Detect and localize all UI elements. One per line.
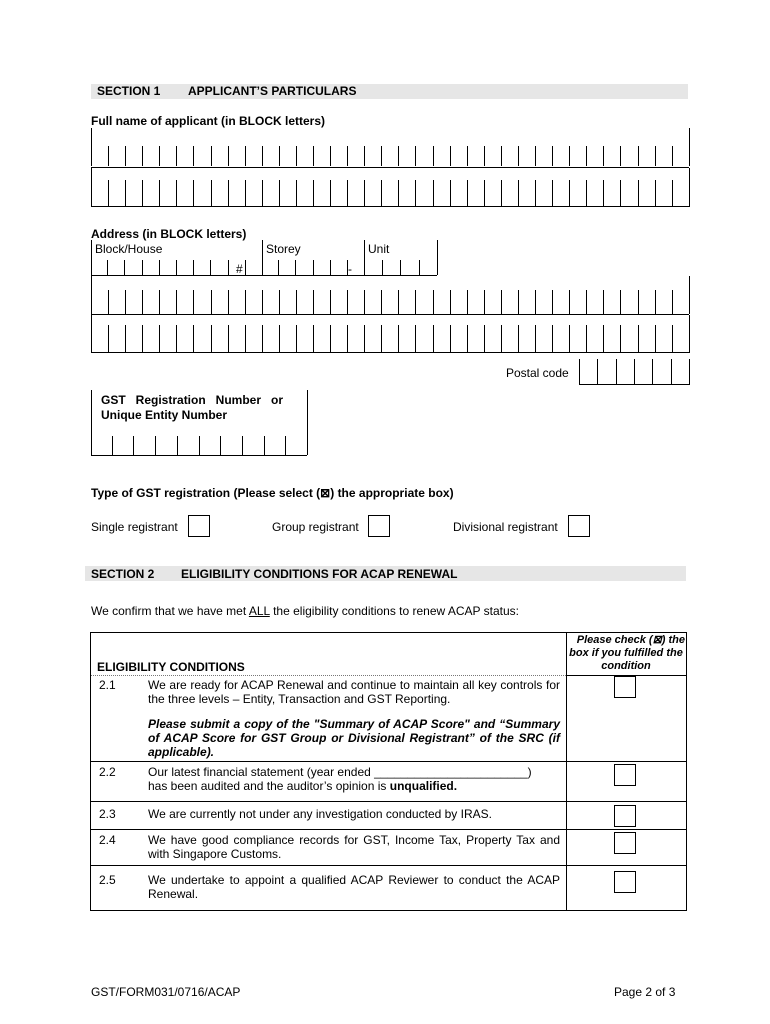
option-divisional-label: Divisional registrant: [453, 520, 558, 534]
confirm-prefix: We confirm that we have met: [91, 604, 249, 618]
full-name-row1-cells: [92, 146, 689, 166]
row-2-5-num: 2.5: [99, 873, 116, 887]
check-header-line1: Please check (⊠) the: [576, 634, 685, 646]
row-2-2-text-line2: [148, 779, 457, 793]
option-group-label: Group registrant: [272, 520, 359, 534]
address-right-border: [437, 240, 438, 275]
row-2-4-top-divider: [91, 829, 686, 830]
table-check-column-border: [566, 632, 567, 910]
single-registrant-checkbox[interactable]: [188, 515, 210, 537]
row-2-2-num: 2.2: [99, 765, 116, 779]
gst-reg-label-line1: GST Registration Number or: [101, 393, 284, 407]
section2-title: ELIGIBILITY CONDITIONS FOR ACAP RENEWAL: [181, 567, 458, 581]
check-header: [567, 634, 685, 673]
full-name-row2[interactable]: [91, 168, 690, 207]
row-2-5-text: We undertake to appoint a qualified ACAP Reviewer to conduct the ACAP Renewal.: [148, 873, 560, 901]
option-single-label: Single registrant: [91, 520, 178, 534]
gst-reg-label-line2: Unique Entity Number: [101, 408, 228, 422]
full-name-row1[interactable]: [91, 128, 690, 166]
section1-number: SECTION 1: [97, 84, 161, 98]
condition-2-5-checkbox[interactable]: [614, 871, 636, 893]
row-2-2-top-divider: [91, 761, 686, 762]
row-2-2-text-line2-prefix: has been audited and the auditor’s opinion is: [148, 779, 390, 793]
row-2-2-text-line1: Our latest financial statement (year ended _______________________): [148, 765, 532, 779]
row-2-1-note: Please submit a copy of the "Summary of ACAP Score" and “Summary of ACAP Score for GST Group or Divisional Registrant” of the SRC (if applicable).: [148, 717, 560, 759]
postal-code-label: Postal code: [506, 366, 569, 380]
row-2-4-text: We have good compliance records for GST, Income Tax, Property Tax and with Singapore Customs.: [148, 833, 560, 861]
dash-symbol: -: [348, 262, 352, 276]
address-label: Address (in BLOCK letters): [91, 227, 247, 241]
gst-reg-right-border: [307, 390, 308, 455]
gst-reg-number-cells[interactable]: [91, 436, 307, 456]
check-header-line3: condition: [601, 660, 651, 672]
conditions-header: ELIGIBILITY CONDITIONS: [97, 660, 245, 674]
full-name-label: Full name of applicant (in BLOCK letters): [91, 114, 326, 128]
confirm-suffix: the eligibility conditions to renew ACAP status:: [269, 604, 520, 618]
row-2-1-top-divider: [91, 675, 566, 676]
check-header-line2: box if you fulfilled the: [569, 647, 683, 659]
row-2-4-num: 2.4: [99, 833, 116, 847]
section2-number: SECTION 2: [91, 567, 155, 581]
postal-code-cells[interactable]: [579, 359, 690, 385]
footer-page-number: Page 2 of 3: [614, 985, 676, 999]
unit-cells[interactable]: [364, 260, 437, 276]
hash-symbol: #: [236, 262, 243, 276]
footer-form-code: GST/FORM031/0716/ACAP: [91, 985, 241, 999]
confirm-all: ALL: [248, 604, 270, 618]
row-2-1-num: 2.1: [99, 678, 116, 692]
section1-title: APPLICANT’S PARTICULARS: [188, 84, 357, 98]
row-2-5-top-divider: [91, 865, 686, 866]
storey-label: Storey: [266, 242, 301, 256]
address-street-row2[interactable]: [91, 315, 690, 353]
condition-2-3-checkbox[interactable]: [614, 805, 636, 827]
confirm-text: [91, 604, 519, 618]
condition-2-4-checkbox[interactable]: [614, 832, 636, 854]
address-street-row1[interactable]: [91, 276, 690, 314]
block-house-label: Block/House: [95, 242, 163, 256]
full-name-row2-cells: [92, 180, 689, 206]
unit-label: Unit: [368, 242, 390, 256]
address-street-row1-cells: [92, 290, 689, 314]
row-2-3-top-divider: [91, 801, 686, 802]
gst-type-label: Type of GST registration (Please select (⊠) the appropriate box): [91, 486, 454, 500]
divisional-registrant-checkbox[interactable]: [568, 515, 590, 537]
section1-header-bar: [91, 84, 688, 99]
condition-2-2-checkbox[interactable]: [614, 764, 636, 786]
row-2-3-num: 2.3: [99, 807, 116, 821]
row-2-1-text: We are ready for ACAP Renewal and continue to maintain all key controls for the three levels – Entity, Transaction and GST Reporting.: [148, 678, 560, 706]
row-2-3-text: We are currently not under any investigation conducted by IRAS.: [148, 807, 492, 821]
group-registrant-checkbox[interactable]: [368, 515, 390, 537]
address-street-row2-cells: [92, 325, 689, 352]
condition-2-1-checkbox[interactable]: [614, 676, 636, 698]
row-2-2-text-line2-bold: unqualified.: [389, 779, 458, 793]
